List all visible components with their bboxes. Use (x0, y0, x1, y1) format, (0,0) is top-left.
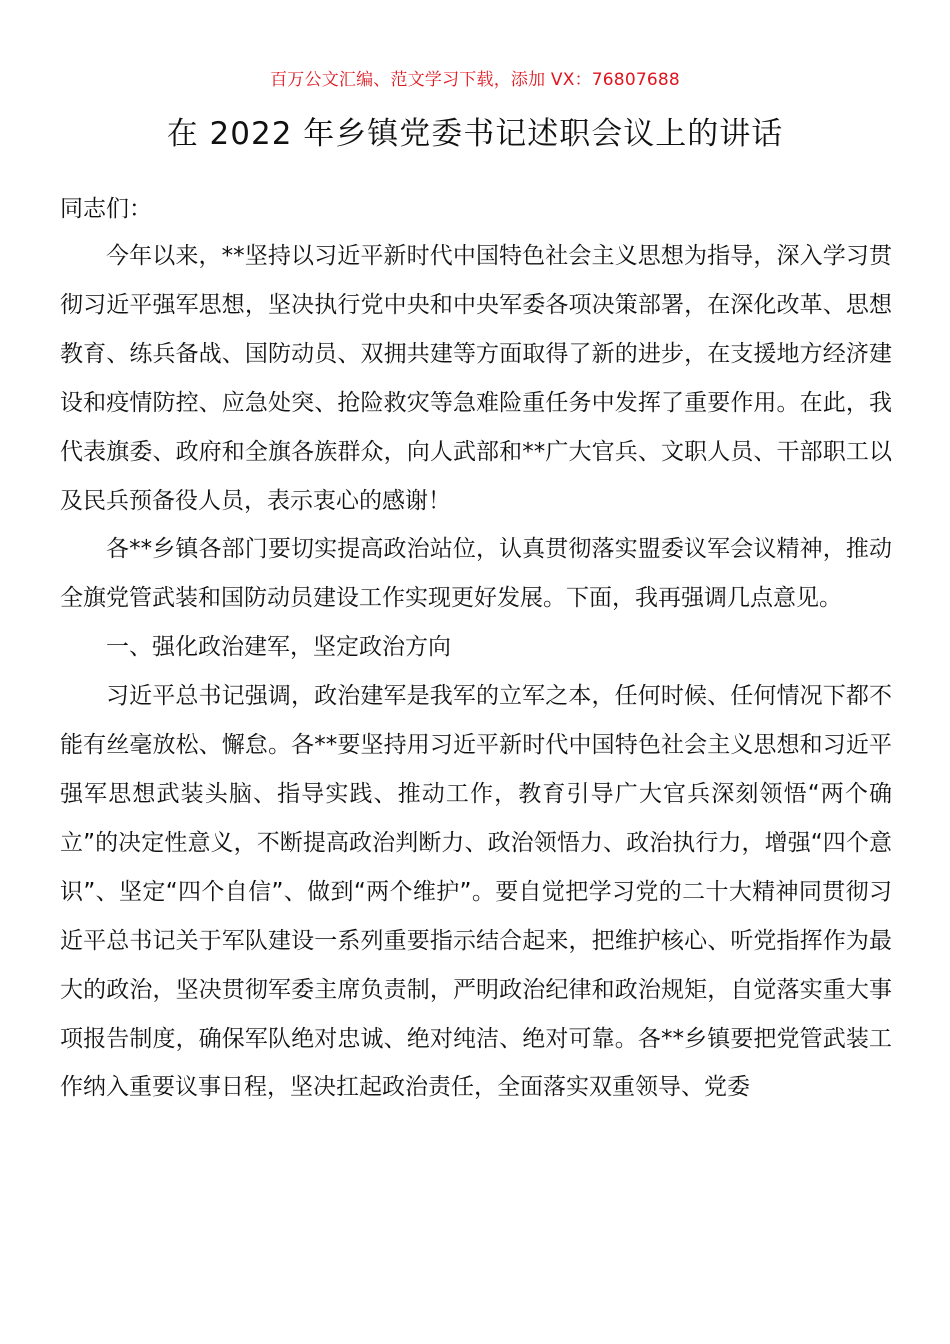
paragraph-3: 习近平总书记强调，政治建军是我军的立军之本，任何时候、任何情况下都不能有丝毫放松、懈怠。各**要坚持用习近平新时代中国特色社会主义思想和习近平强军思想武装头脑、指导实践、推动工作，教育引导广大官兵深刻领悟“两个确立”的决定性意义，不断提高政治判断力、政治领悟力、政治执行力，增强“四个意识”、坚定“四个自信”、做到“两个维护”。要自觉把学习党的二十大精神同贯彻习近平总书记关于军队建设一系列重要指示结合起来，把维护核心、听党指挥作为最大的政治，坚决贯彻军委主席负责制，严明政治纪律和政治规矩，自觉落实重大事项报告制度，确保军队绝对忠诚、绝对纯洁、绝对可靠。各**乡镇要把党管武装工作纳入重要议事日程，坚决扛起政治责任，全面落实双重领导、党委 (60, 683, 892, 1101)
section-heading-1: 一、强化政治建军，坚定政治方向 (106, 634, 451, 661)
document-body (60, 232, 892, 1112)
salutation: 同志们： (60, 196, 152, 222)
paragraph-2: 各**乡镇各部门要切实提高政治站位，认真贯彻落实盟委议军会议精神，推动全旗党管武装和国防动员建设工作实现更好发展。下面，我再强调几点意见。 (60, 536, 892, 612)
document-title: 在 2022 年乡镇党委书记述职会议上的讲话 (166, 116, 784, 152)
paragraph-1: 今年以来，**坚持以习近平新时代中国特色社会主义思想为指导，深入学习贯彻习近平强军思想，坚决执行党中央和中央军委各项决策部署，在深化改革、思想教育、练兵备战、国防动员、双拥共建等方面取得了新的进步，在支援地方经济建设和疫情防控、应急处突、抢险救灾等急难险重任务中发挥了重要作用。在此，我代表旗委、政府和全旗各族群众，向人武部和**广大官兵、文职人员、干部职工以及民兵预备役人员，表示衷心的感谢！ (60, 243, 892, 514)
header-banner: 百万公文汇编、范文学习下载，添加 VX：76807688 (270, 70, 680, 90)
